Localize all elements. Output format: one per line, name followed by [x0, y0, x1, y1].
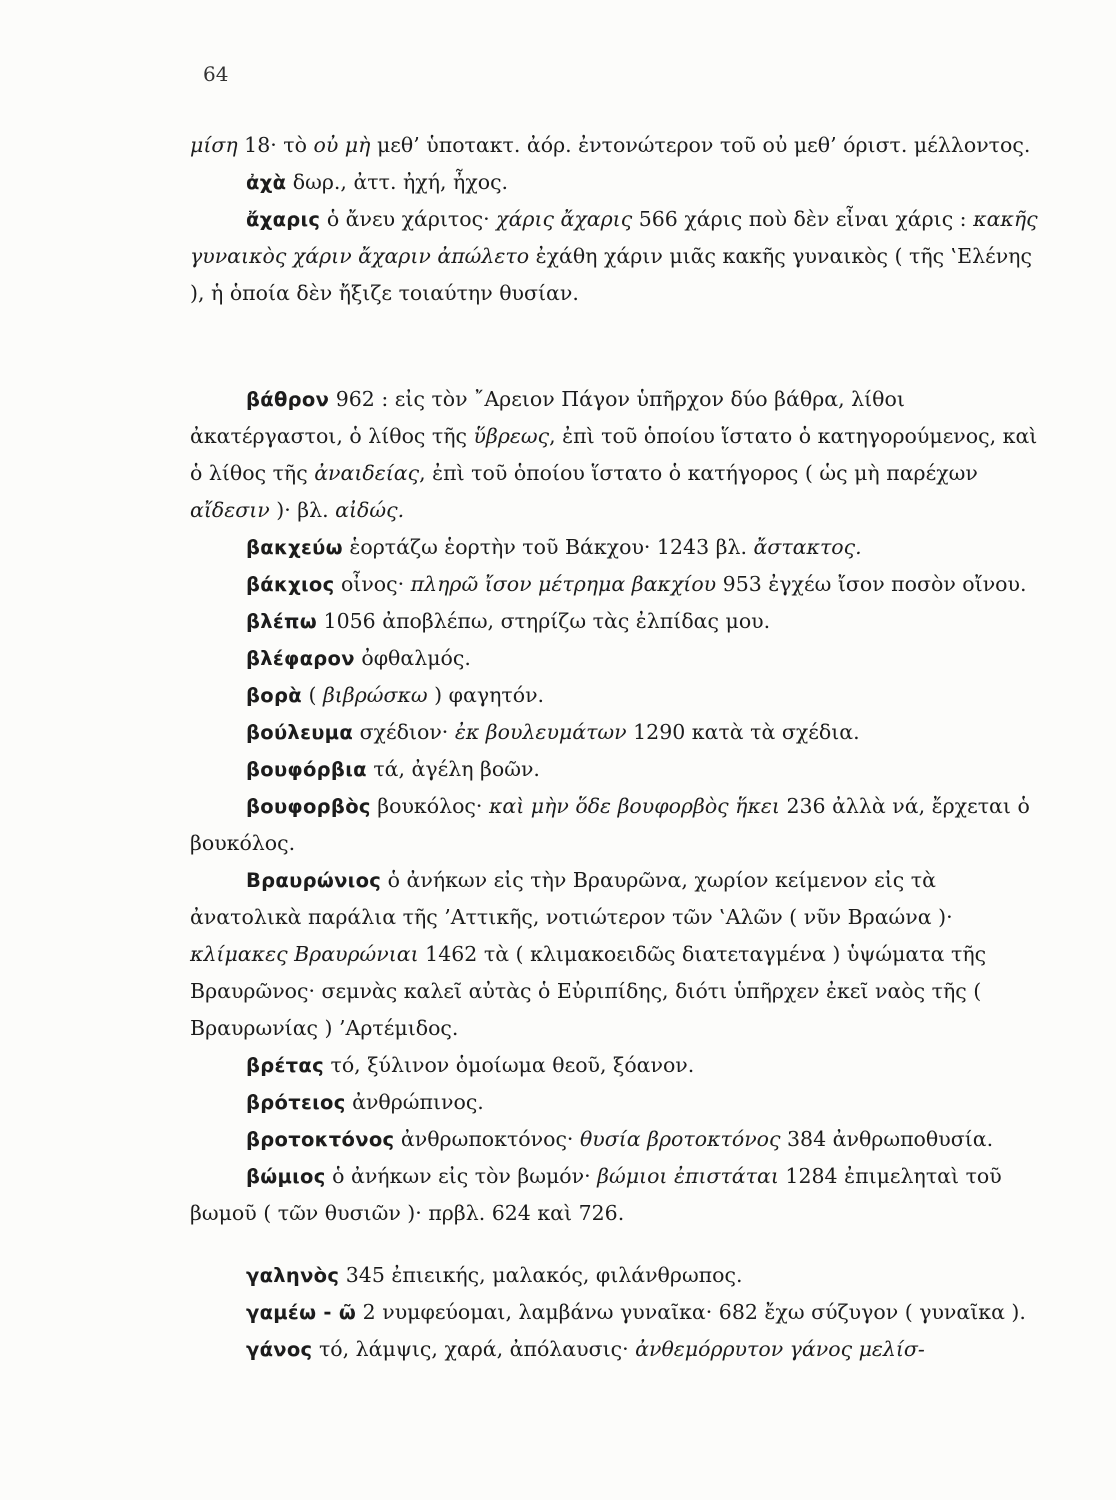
italic-citation: κλίμακες Βραυρώνιαι [190, 942, 419, 966]
dictionary-entry [190, 1331, 1046, 1368]
headword: Βραυρώνιος [246, 869, 382, 892]
dictionary-entry [190, 1047, 1046, 1084]
entry-text: ὁ ἄνευ χάριτος· [320, 207, 497, 231]
dictionary-entry [190, 1084, 1046, 1121]
headword: βλέπω [246, 610, 318, 633]
entry-text: μεθ’ ὑποτακτ. ἀόρ. ἐντονώτερον τοῦ οὐ μεθ’ όριστ. μέλλοντος. [370, 133, 1031, 157]
dictionary-entry [190, 1257, 1046, 1294]
dictionary-entry [190, 1294, 1046, 1331]
entry-text: ἀνθρωποκτόνος· [394, 1127, 580, 1151]
headword: βούλευμα [246, 721, 354, 744]
italic-citation: πληρῶ ἴσον μέτρημα βακχίου [410, 572, 717, 596]
headword: βακχεύω [246, 536, 343, 559]
continuation-paragraph [190, 127, 1046, 164]
headword: ἀχὰ [246, 171, 287, 194]
headword: γαληνὸς [246, 1264, 340, 1287]
entry-text: 1290 κατὰ τὰ σχέδια. [626, 720, 860, 744]
dictionary-entry [190, 1121, 1046, 1158]
italic-citation: ἀναιδείας [314, 461, 420, 485]
dictionary-entry [190, 603, 1046, 640]
dictionary-entry [190, 529, 1046, 566]
entry-text: ἀνθρώπινος. [345, 1090, 484, 1114]
italic-citation: ἄστακτος. [753, 535, 862, 559]
entry-text: 1462 τὰ ( κλιμακοειδῶς διατεταγμένα ) ὑψώματα τῆς Βραυρῶνος· σεμνὰς καλεῖ αὐτὰς ὁ Εὐριπίδης, διότι ὑπῆρχεν ἐκεῖ ναὸς τῆς ( Βραυρωνίας ) ’Αρτέμιδος. [190, 942, 987, 1040]
dictionary-entry [190, 381, 1046, 529]
entry-text: )· βλ. [269, 498, 336, 522]
italic-citation: κακῆς γυναικὸς χάριν ἄχαριν ἀπώλετο [190, 207, 1038, 268]
entry-text: 2 νυμφεύομαι, λαμβάνω γυναῖκα· 682 ἔχω σύζυγον ( γυναῖκα ). [356, 1300, 1026, 1324]
headword: βρότειος [246, 1091, 346, 1114]
entry-text: ὁ ἀνήκων εἰς τὸν βωμόν· [325, 1164, 598, 1188]
italic-citation: χάρις ἄχαρις [496, 207, 633, 231]
entry-text: ὁ ἀνήκων εἰς τὴν Βραυρῶνα, χωρίον κείμενον εἰς τὰ ἀνατολικὰ παράλια τῆς ’Αττικῆς, νοτιώτερον τῶν ‛Αλῶν ( νῦν Βραώνα )· [190, 868, 953, 929]
entry-text: οἶνος· [334, 572, 411, 596]
page-number: 64 [203, 62, 229, 86]
entry-text: 953 ἐγχέω ἴσον ποσὸν οἴνου. [716, 572, 1027, 596]
italic-citation: θυσία βροτοκτόνος [579, 1127, 781, 1151]
dictionary-entry [190, 751, 1046, 788]
italic-citation: μίση [190, 133, 238, 157]
headword: βλέφαρον [246, 647, 355, 670]
dictionary-entry [190, 566, 1046, 603]
entry-text: 384 ἀνθρωποθυσία. [780, 1127, 994, 1151]
headword: βουφόρβια [246, 758, 367, 781]
dictionary-entry [190, 201, 1046, 312]
entry-text: ὀφθαλμός. [354, 646, 471, 670]
headword: βάθρον [246, 388, 330, 411]
italic-citation: βιβρώσκω [322, 683, 428, 707]
headword: γάνος [246, 1338, 313, 1361]
dictionary-entry [190, 164, 1046, 201]
entry-text: , ἐπὶ τοῦ ὁποίου ἵστατο ὁ κατήγορος ( ὡς μὴ παρέχων [419, 461, 978, 485]
entry-text: ἐχάθη χάριν μιᾶς κακῆς γυναικὸς ( τῆς ‛Ελένης ), ἡ ὁποία δὲν ἤξιζε τοιαύτην θυσίαν. [190, 244, 1032, 305]
dictionary-entry [190, 714, 1046, 751]
headword: ἄχαρις [246, 208, 321, 231]
headword: βουφορβὸς [246, 795, 371, 818]
text-block-1 [190, 127, 1046, 312]
italic-citation: βώμιοι ἐπιστάται [597, 1164, 779, 1188]
text-block-2 [190, 381, 1046, 1232]
text-block-3 [190, 1257, 1046, 1368]
headword: βάκχιος [246, 573, 335, 596]
entry-text: σχέδιον· [353, 720, 455, 744]
entry-text: ἑορτάζω ἑορτὴν τοῦ Βάκχου· 1243 βλ. [342, 535, 754, 559]
entry-text: ( [301, 683, 323, 707]
entry-text: 1284 ἐπιμεληταὶ τοῦ βωμοῦ ( τῶν θυσιῶν )· πρβλ. 624 καὶ 726. [190, 1164, 1002, 1225]
headword: βορὰ [246, 684, 302, 707]
entry-text: 1056 ἀποβλέπω, στηρίζω τὰς ἐλπίδας μου. [317, 609, 771, 633]
dictionary-entry [190, 862, 1046, 1047]
entry-text: τό, ξύλινον ὁμοίωμα θεοῦ, ξόανον. [323, 1053, 695, 1077]
italic-citation: καὶ μὴν ὅδε βουφορβὸς ἥκει [488, 794, 780, 818]
entry-text: ) φαγητόν. [427, 683, 545, 707]
entry-text: 18· τὸ [237, 133, 314, 157]
entry-text: τά, ἀγέλη βοῶν. [366, 757, 540, 781]
headword: βροτοκτόνος [246, 1128, 395, 1151]
dictionary-entry [190, 1158, 1046, 1232]
italic-citation: ὕβρεως [473, 424, 550, 448]
headword: γαμέω - ῶ [246, 1301, 357, 1324]
entry-text: 962 : εἰς τὸν ῎Αρειον Πάγον ὑπῆρχον δύο βάθρα, λίθοι ἀκατέργαστοι, ὁ λίθος τῆς [190, 387, 905, 448]
italic-citation: ἐκ βουλευμάτων [454, 720, 627, 744]
dictionary-entry [190, 677, 1046, 714]
headword: βώμιος [246, 1165, 326, 1188]
italic-citation: οὐ μὴ [313, 133, 371, 157]
entry-text: 566 χάρις ποὺ δὲν εἶναι χάρις : [632, 207, 974, 231]
italic-citation: ἀνθεμόρρυτον γάνος μελίσ- [635, 1337, 925, 1361]
italic-citation: αἰδώς. [335, 498, 405, 522]
headword: βρέτας [246, 1054, 324, 1077]
entry-text: , ἐπὶ τοῦ ὁποίου ἵστατο ὁ κατηγορούμενος, καὶ ὁ λίθος τῆς [190, 424, 1038, 485]
entry-text: τό, λάμψις, χαρά, ἀπόλαυσις· [312, 1337, 636, 1361]
entry-text: 236 ἀλλὰ νά, ἔρχεται ὁ βουκόλος. [190, 794, 1030, 855]
entry-text: 345 ἐπιεικής, μαλακός, φιλάνθρωπος. [339, 1263, 743, 1287]
entry-text: δωρ., ἀττ. ἠχή, ἦχος. [286, 170, 509, 194]
dictionary-entry [190, 788, 1046, 862]
entry-text: βουκόλος· [370, 794, 489, 818]
italic-citation: αἴδεσιν [190, 498, 270, 522]
dictionary-entry [190, 640, 1046, 677]
